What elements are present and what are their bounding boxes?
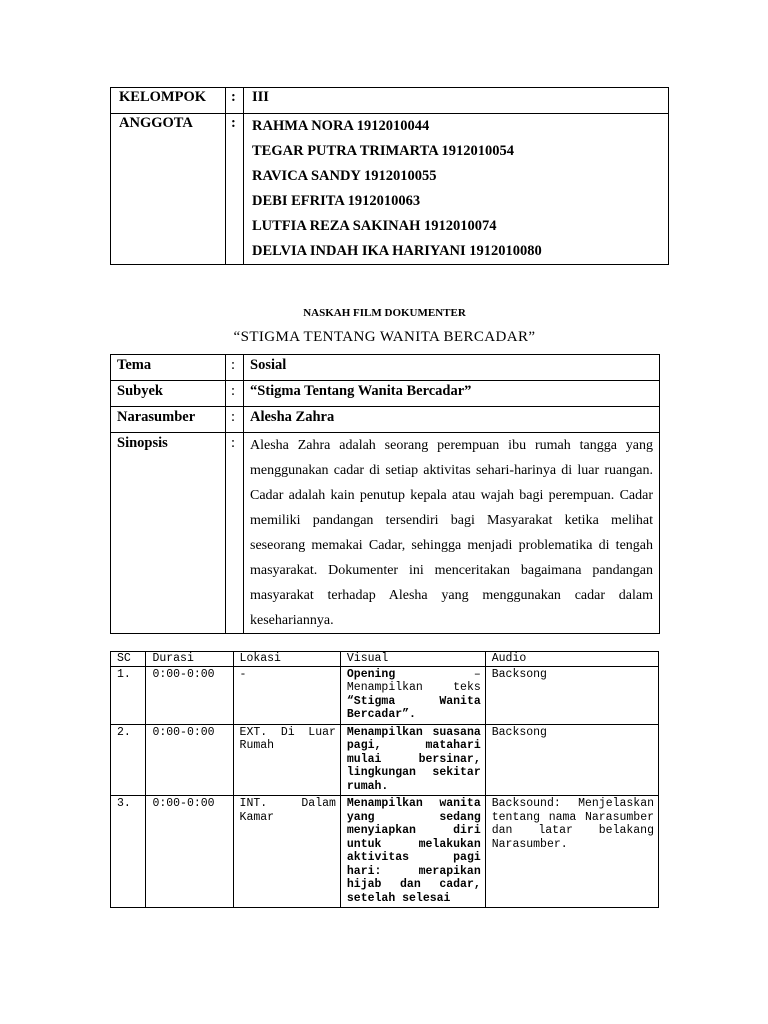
scene-location: INT. Dalam Kamar — [233, 796, 340, 908]
tema-colon: : — [226, 355, 244, 381]
table-row — [111, 724, 659, 796]
document-type: NASKAH FILM DOKUMENTER — [303, 307, 466, 319]
member-item: RAVICA SANDY 1912010055 — [252, 168, 437, 184]
visual-opening-text: “Stigma Wanita Bercadar”. — [346, 694, 481, 721]
anggota-row — [111, 114, 669, 265]
script-header-row — [111, 652, 659, 667]
scene-number: 2. — [111, 724, 146, 796]
visual-opening-desc: – Menampilkan teks — [346, 667, 481, 694]
member-item: DELVIA INDAH IKA HARIYANI 1912010080 — [252, 243, 542, 259]
subyek-colon: : — [226, 381, 244, 407]
narasumber-colon: : — [226, 407, 244, 433]
header-lokasi: Lokasi — [233, 652, 340, 667]
narasumber-label: Narasumber — [111, 407, 226, 433]
group-table — [110, 87, 669, 265]
member-item: DEBI EFRITA 1912010063 — [252, 193, 421, 209]
table-row — [111, 796, 659, 908]
subyek-row — [111, 381, 660, 407]
subyek-label: Subyek — [111, 381, 226, 407]
member-list — [244, 114, 669, 265]
scene-visual — [340, 666, 485, 724]
scene-number: 1. — [111, 666, 146, 724]
scene-visual: Menampilkan wanita yang sedang menyiapkan diri untuk melakukan aktivitas pagi hari: merapikan hijab dan cadar, setelah selesai — [340, 796, 485, 908]
document-title: “STIGMA TENTANG WANITA BERCADAR” — [233, 329, 536, 345]
kelompok-colon: : — [226, 88, 244, 114]
anggota-colon: : — [226, 114, 244, 265]
kelompok-row — [111, 88, 669, 114]
info-table — [110, 354, 660, 634]
header-sc: SC — [111, 652, 146, 667]
member-item: TEGAR PUTRA TRIMARTA 1912010054 — [252, 143, 514, 159]
table-row — [111, 666, 659, 724]
scene-audio: Backsong — [485, 666, 658, 724]
member-item: LUTFIA REZA SAKINAH 1912010074 — [252, 218, 497, 234]
tema-row — [111, 355, 660, 381]
subyek-value: “Stigma Tentang Wanita Bercadar” — [244, 381, 660, 407]
sinopsis-row — [111, 433, 660, 634]
tema-label: Tema — [111, 355, 226, 381]
scene-duration: 0:00-0:00 — [146, 724, 233, 796]
scene-duration: 0:00-0:00 — [146, 666, 233, 724]
header-visual: Visual — [340, 652, 485, 667]
sinopsis-label: Sinopsis — [111, 433, 226, 634]
scene-audio: Backsound: Menjelaskan tentang nama Narasumber dan latar belakang Narasumber. — [485, 796, 658, 908]
scene-duration: 0:00-0:00 — [146, 796, 233, 908]
scene-location: EXT. Di Luar Rumah — [233, 724, 340, 796]
sinopsis-colon: : — [226, 433, 244, 634]
narasumber-value: Alesha Zahra — [244, 407, 660, 433]
sinopsis-value: Alesha Zahra adalah seorang perempuan ibu rumah tangga yang menggunakan cadar di setiap aktivitas sehari-harinya di luar ruangan. Cadar adalah kain penutup kepala atau wajah bagi perempuan. Cadar memiliki pandangan tersendiri bagi Masyarakat ketika melihat seseorang memakai Cadar, sehingga menjadi problematika di tengah masyarakat. Dokumenter ini menceritakan bagaimana pandangan masyarakat terhadap Alesha yang menggunakan cadar dalam kesehariannya. — [244, 433, 660, 634]
scene-audio: Backsong — [485, 724, 658, 796]
scene-visual: Menampilkan suasana pagi, matahari mulai bersinar, lingkungan sekitar rumah. — [340, 724, 485, 796]
tema-value: Sosial — [244, 355, 660, 381]
header-audio: Audio — [485, 652, 658, 667]
member-item: RAHMA NORA 1912010044 — [252, 118, 430, 134]
visual-opening: Opening — [346, 667, 396, 681]
kelompok-value: III — [244, 88, 669, 114]
narasumber-row — [111, 407, 660, 433]
header-durasi: Durasi — [146, 652, 233, 667]
anggota-label: ANGGOTA — [111, 114, 226, 265]
kelompok-label: KELOMPOK — [111, 88, 226, 114]
script-table — [110, 651, 659, 908]
scene-number: 3. — [111, 796, 146, 908]
scene-location: - — [233, 666, 340, 724]
